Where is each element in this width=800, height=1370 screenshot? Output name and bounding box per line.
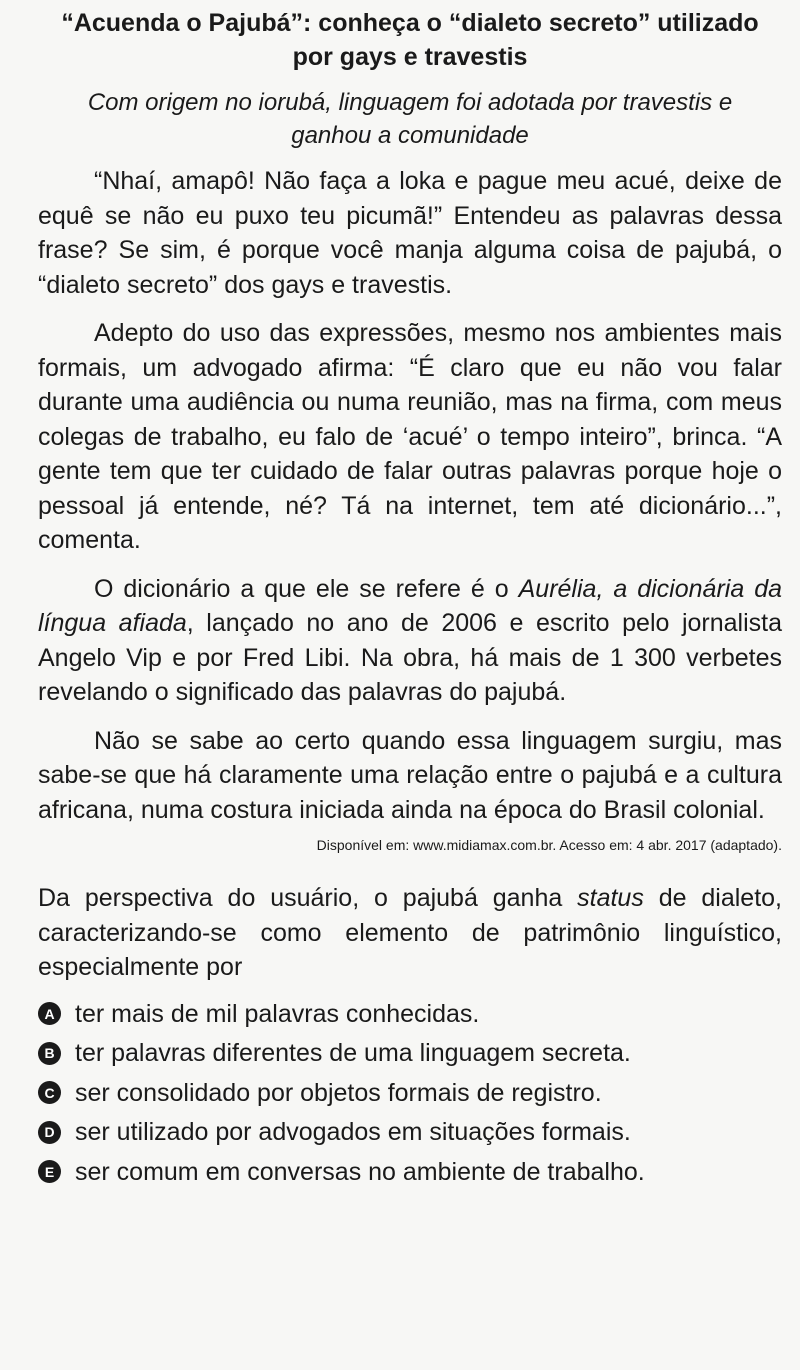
option-a-letter-icon: A (38, 1002, 61, 1025)
option-d-text: ser utilizado por advogados em situações formais. (75, 1118, 631, 1146)
option-b[interactable] (38, 1036, 782, 1070)
option-c-letter-icon: C (38, 1081, 61, 1104)
paragraph-3-start: O dicionário a que ele se refere é o (94, 574, 519, 603)
option-a-text: ter mais de mil palavras conhecidas. (75, 999, 480, 1028)
question-stem (38, 881, 782, 985)
source-citation: Disponível em: www.midiamax.com.br. Acesso em: 4 abr. 2017 (adaptado). (316, 837, 782, 853)
option-e-text: ser comum em conversas no ambiente de trabalho. (75, 1157, 645, 1186)
option-e-letter-icon: E (38, 1160, 61, 1183)
option-e[interactable] (38, 1155, 782, 1189)
option-c[interactable] (38, 1076, 782, 1110)
option-d[interactable] (38, 1115, 782, 1149)
option-a[interactable] (38, 997, 782, 1031)
article-paragraph-3 (38, 572, 782, 710)
dictionary-title: Aurélia, a dicionária da língua afiada (38, 574, 782, 637)
option-b-text: ter palavras diferentes de uma linguagem secreta. (75, 1039, 631, 1067)
question-start: Da perspectiva do usuário, o pajubá ganha (38, 884, 578, 912)
option-b-letter-icon: B (38, 1042, 61, 1065)
paragraph-3-end: , lançado no ano de 2006 e escrito pelo jornalista Angelo Vip e por Fred Libi. Na obra, há mais de 1 300 verbetes revelando o significado das palavras do pajubá. (38, 609, 782, 706)
article-title: “Acuenda o Pajubá”: conheça o “dialeto secreto” utilizado por gays e travestis (61, 9, 759, 71)
article-paragraph-1: “Nhaí, amapô! Não faça a loka e pague meu acué, deixe de equê se não eu puxo teu picumã!” Entendeu as palavras dessa frase? Se sim, é porque você manja alguma coisa de pajubá, o “dialeto secreto” dos gays e travestis. (38, 167, 782, 299)
answer-options (38, 997, 782, 1189)
article-subtitle: Com origem no iorubá, linguagem foi adotada por travestis e ganhou a comunidade (87, 89, 733, 149)
article-paragraph-4: Não se sabe ao certo quando essa linguagem surgiu, mas sabe-se que há claramente uma relação entre o pajubá e a cultura africana, numa costura iniciada ainda na época do Brasil colonial. (38, 726, 782, 824)
question-italic-term: status (577, 884, 644, 912)
question-end: de dialeto, caracterizando-se como elemento de patrimônio linguístico, especialmente por (38, 884, 782, 981)
option-c-text: ser consolidado por objetos formais de registro. (75, 1078, 602, 1107)
option-d-letter-icon: D (38, 1121, 61, 1144)
article-paragraph-2: Adepto do uso das expressões, mesmo nos ambientes mais formais, um advogado afirma: “É claro que eu não vou falar durante uma audiência ou numa reunião, mas na firma, com meus colegas de trabalho, eu falo de ‘acué’ o tempo inteiro”, brinca. “A gente tem que ter cuidado de falar outras palavras porque hoje o pessoal já entende, né? Tá na internet, tem até dicionário...”, comenta. (38, 319, 782, 554)
